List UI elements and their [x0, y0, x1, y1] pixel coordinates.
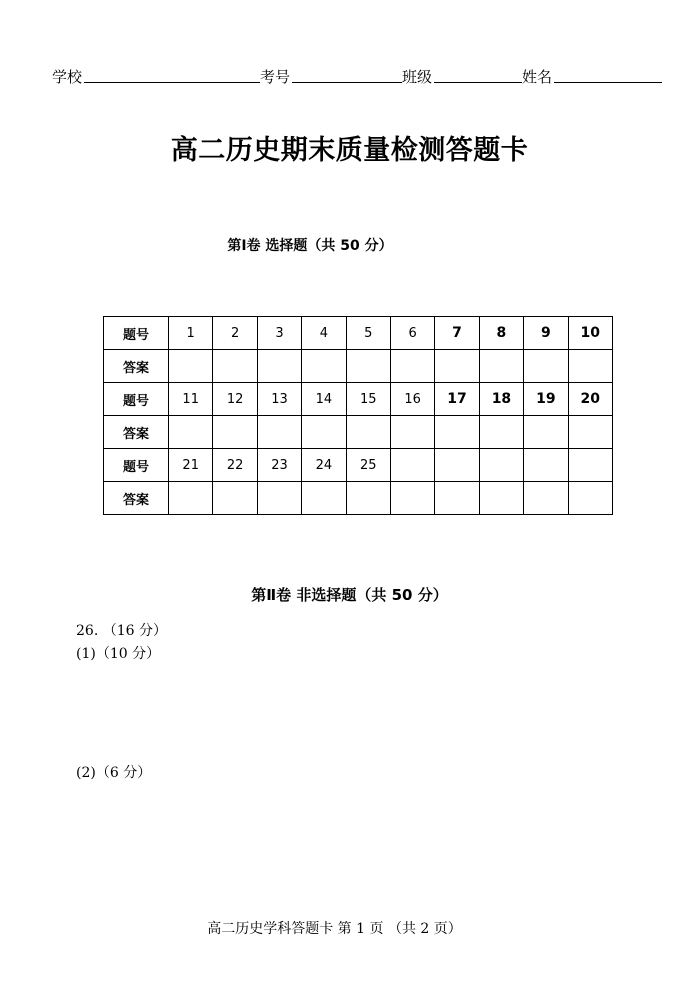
- question-number-cell: 20: [568, 383, 612, 416]
- question-number-cell: [568, 449, 612, 482]
- question-number-cell: 16: [390, 383, 434, 416]
- question-26-part-2: (2)（6 分）: [76, 765, 152, 781]
- question-number-cell: 11: [169, 383, 213, 416]
- question-number-cell: 18: [479, 383, 523, 416]
- exam-no-label: 考号: [260, 68, 291, 86]
- question-number-cell: [479, 449, 523, 482]
- question-number-cell: 8: [479, 317, 523, 350]
- question-number-cell: 19: [524, 383, 568, 416]
- question-26-part-1: (1)（10 分）: [76, 646, 161, 662]
- question-number-cell: 24: [302, 449, 346, 482]
- answer-cell[interactable]: [524, 350, 568, 383]
- question-number-cell: 25: [346, 449, 390, 482]
- name-blank[interactable]: [554, 82, 662, 83]
- row-label-question: 题号: [104, 383, 169, 416]
- answer-cell[interactable]: [479, 416, 523, 449]
- row-label-answer: 答案: [104, 416, 169, 449]
- answer-cell[interactable]: [524, 482, 568, 515]
- answer-cell[interactable]: [435, 416, 479, 449]
- row-label-answer: 答案: [104, 482, 169, 515]
- question-number-cell: 7: [435, 317, 479, 350]
- question-number-cell: 5: [346, 317, 390, 350]
- answer-cell[interactable]: [169, 350, 213, 383]
- answer-cell[interactable]: [257, 482, 301, 515]
- answer-cell[interactable]: [390, 350, 434, 383]
- answer-cell[interactable]: [568, 416, 612, 449]
- question-number-cell: 2: [213, 317, 257, 350]
- question-number-cell: 15: [346, 383, 390, 416]
- class-blank[interactable]: [434, 82, 522, 83]
- question-number-row: [104, 317, 613, 350]
- answer-cell[interactable]: [479, 350, 523, 383]
- question-number-row: [104, 449, 613, 482]
- answer-cell[interactable]: [213, 416, 257, 449]
- question-number-cell: 6: [390, 317, 434, 350]
- answer-cell[interactable]: [213, 350, 257, 383]
- answer-cell[interactable]: [346, 482, 390, 515]
- answer-cell[interactable]: [479, 482, 523, 515]
- answer-row: [104, 482, 613, 515]
- exam-no-blank[interactable]: [292, 82, 402, 83]
- question-26: 26. （16 分）: [76, 623, 167, 639]
- question-number-cell: 23: [257, 449, 301, 482]
- question-number-cell: [390, 449, 434, 482]
- row-label-answer: 答案: [104, 350, 169, 383]
- answer-cell[interactable]: [302, 350, 346, 383]
- answer-cell[interactable]: [257, 416, 301, 449]
- answer-row: [104, 416, 613, 449]
- question-number-cell: [435, 449, 479, 482]
- question-number-cell: 14: [302, 383, 346, 416]
- answer-cell[interactable]: [346, 350, 390, 383]
- answer-cell[interactable]: [568, 350, 612, 383]
- page-title: 高二历史期末质量检测答题卡: [170, 135, 529, 166]
- name-label: 姓名: [522, 68, 553, 86]
- answer-cell[interactable]: [568, 482, 612, 515]
- answer-cell[interactable]: [524, 416, 568, 449]
- student-info-line: [52, 62, 664, 88]
- answer-cell[interactable]: [169, 416, 213, 449]
- answer-cell[interactable]: [346, 416, 390, 449]
- answer-cell[interactable]: [302, 482, 346, 515]
- question-number-cell: [524, 449, 568, 482]
- answer-cell[interactable]: [257, 350, 301, 383]
- answer-cell[interactable]: [213, 482, 257, 515]
- answer-cell[interactable]: [435, 482, 479, 515]
- part2-heading: 第Ⅱ卷 非选择题（共 50 分）: [251, 586, 448, 604]
- answer-row: [104, 350, 613, 383]
- answer-cell[interactable]: [390, 416, 434, 449]
- answer-cell[interactable]: [435, 350, 479, 383]
- row-label-question: 题号: [104, 317, 169, 350]
- question-number-cell: 17: [435, 383, 479, 416]
- row-label-question: 题号: [104, 449, 169, 482]
- question-number-cell: 4: [302, 317, 346, 350]
- question-number-cell: 12: [213, 383, 257, 416]
- question-number-cell: 21: [169, 449, 213, 482]
- school-blank[interactable]: [84, 82, 260, 83]
- question-number-cell: 3: [257, 317, 301, 350]
- question-number-cell: 13: [257, 383, 301, 416]
- question-number-cell: 22: [213, 449, 257, 482]
- question-number-cell: 1: [169, 317, 213, 350]
- school-label: 学校: [52, 68, 83, 86]
- answer-cell[interactable]: [302, 416, 346, 449]
- question-number-cell: 9: [524, 317, 568, 350]
- answer-cell[interactable]: [169, 482, 213, 515]
- part1-heading: 第Ⅰ卷 选择题（共 50 分）: [227, 238, 393, 254]
- question-number-cell: 10: [568, 317, 612, 350]
- answer-grid: [103, 316, 613, 515]
- answer-cell[interactable]: [390, 482, 434, 515]
- question-number-row: [104, 383, 613, 416]
- class-label: 班级: [402, 68, 433, 86]
- page-footer: 高二历史学科答题卡 第 1 页 （共 2 页）: [207, 921, 462, 937]
